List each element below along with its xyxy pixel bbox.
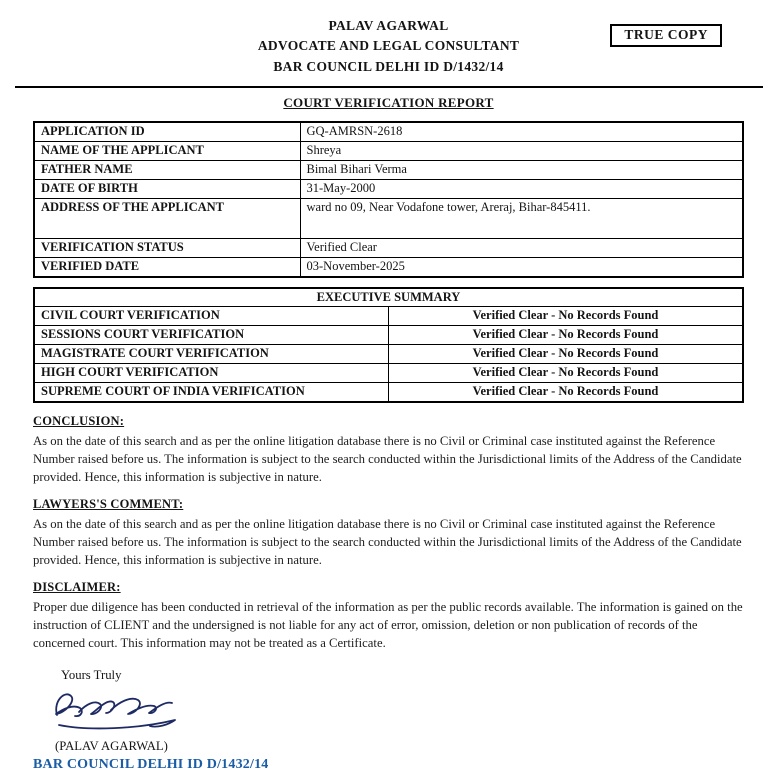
field-label: ADDRESS OF THE APPLICANT xyxy=(34,198,300,238)
section-body: As on the date of this search and as per the online litigation database there is no Civil or Criminal case instituted against the Reference Number raised before us. The information is subject to the search conducted within the Jurisdictional limits of the Address of the Candidate provided. Hence, this information is subjective in nature. xyxy=(33,433,742,484)
field-label: APPLICATION ID xyxy=(34,122,300,142)
signature-ink-icon xyxy=(43,685,193,737)
table-row xyxy=(34,363,743,382)
table-row xyxy=(34,141,743,160)
verification-result: Verified Clear - No Records Found xyxy=(389,363,744,382)
signature-image xyxy=(43,685,744,737)
header-divider xyxy=(15,86,763,88)
advocate-title: ADVOCATE AND LEGAL CONSULTANT xyxy=(257,38,520,54)
executive-summary-table xyxy=(33,287,744,403)
advocate-bar-id: BAR COUNCIL DELHI ID D/1432/14 xyxy=(273,58,504,74)
table-row xyxy=(34,306,743,325)
section-heading: DISCLAIMER: xyxy=(33,579,121,594)
verification-result: Verified Clear - No Records Found xyxy=(389,382,744,402)
executive-summary-title: EXECUTIVE SUMMARY xyxy=(34,288,743,307)
table-row xyxy=(34,122,743,142)
lawyers-comment-section xyxy=(33,497,744,569)
field-label: VERIFICATION STATUS xyxy=(34,238,300,257)
verification-label: CIVIL COURT VERIFICATION xyxy=(34,306,389,325)
table-row xyxy=(34,257,743,277)
table-row xyxy=(34,160,743,179)
section-body: As on the date of this search and as per the online litigation database there is no Civil or Criminal case instituted against the Reference Number raised before us. The information is subject to the search conducted within the Jurisdictional limits of the Address of the Candidate provided. Hence, this information is subjective in nature. xyxy=(33,516,742,567)
table-row xyxy=(34,238,743,257)
verification-label: SUPREME COURT OF INDIA VERIFICATION xyxy=(34,382,389,402)
verification-label: SESSIONS COURT VERIFICATION xyxy=(34,325,389,344)
table-row xyxy=(34,179,743,198)
section-heading: CONCLUSION: xyxy=(33,413,125,428)
table-row xyxy=(34,382,743,402)
table-row xyxy=(34,325,743,344)
verification-result: Verified Clear - No Records Found xyxy=(389,344,744,363)
verification-label: HIGH COURT VERIFICATION xyxy=(34,363,389,382)
field-value: 31-May-2000 xyxy=(300,179,743,198)
field-value: 03-November-2025 xyxy=(300,257,743,277)
verification-result: Verified Clear - No Records Found xyxy=(389,325,744,344)
table-row xyxy=(34,198,743,238)
closing-text: Yours Truly xyxy=(61,668,122,683)
field-value: Shreya xyxy=(300,141,743,160)
advocate-name: PALAV AGARWAL xyxy=(328,18,449,33)
field-label: VERIFIED DATE xyxy=(34,257,300,277)
conclusion-section xyxy=(33,414,744,486)
field-value: ward no 09, Near Vodafone tower, Areraj, Bihar-845411. xyxy=(300,198,743,238)
field-label: DATE OF BIRTH xyxy=(34,179,300,198)
field-value: Bimal Bihari Verma xyxy=(300,160,743,179)
verification-result: Verified Clear - No Records Found xyxy=(389,306,744,325)
field-value: Verified Clear xyxy=(300,238,743,257)
section-body: Proper due diligence has been conducted in retrieval of the information as per the public records available. The information is gained on the instruction of CLIENT and the undersigned is not liable for any act of error, omission, deletion or non publication of records of the concerned court. This information may not be treated as a Certificate. xyxy=(33,599,743,650)
report-title: COURT VERIFICATION REPORT xyxy=(283,94,494,110)
signatory-name: (PALAV AGARWAL) xyxy=(55,739,168,754)
table-row xyxy=(34,344,743,363)
field-value: GQ-AMRSN-2618 xyxy=(300,122,743,142)
disclaimer-section xyxy=(33,580,744,652)
field-label: NAME OF THE APPLICANT xyxy=(34,141,300,160)
field-label: FATHER NAME xyxy=(34,160,300,179)
table-header-row xyxy=(34,288,743,307)
true-copy-stamp: TRUE COPY xyxy=(610,24,722,47)
section-heading: LAWYERS'S COMMENT: xyxy=(33,496,184,511)
applicant-table xyxy=(33,121,744,278)
bar-council-id-footer: BAR COUNCIL DELHI ID D/1432/14 xyxy=(33,757,269,773)
verification-label: MAGISTRATE COURT VERIFICATION xyxy=(34,344,389,363)
